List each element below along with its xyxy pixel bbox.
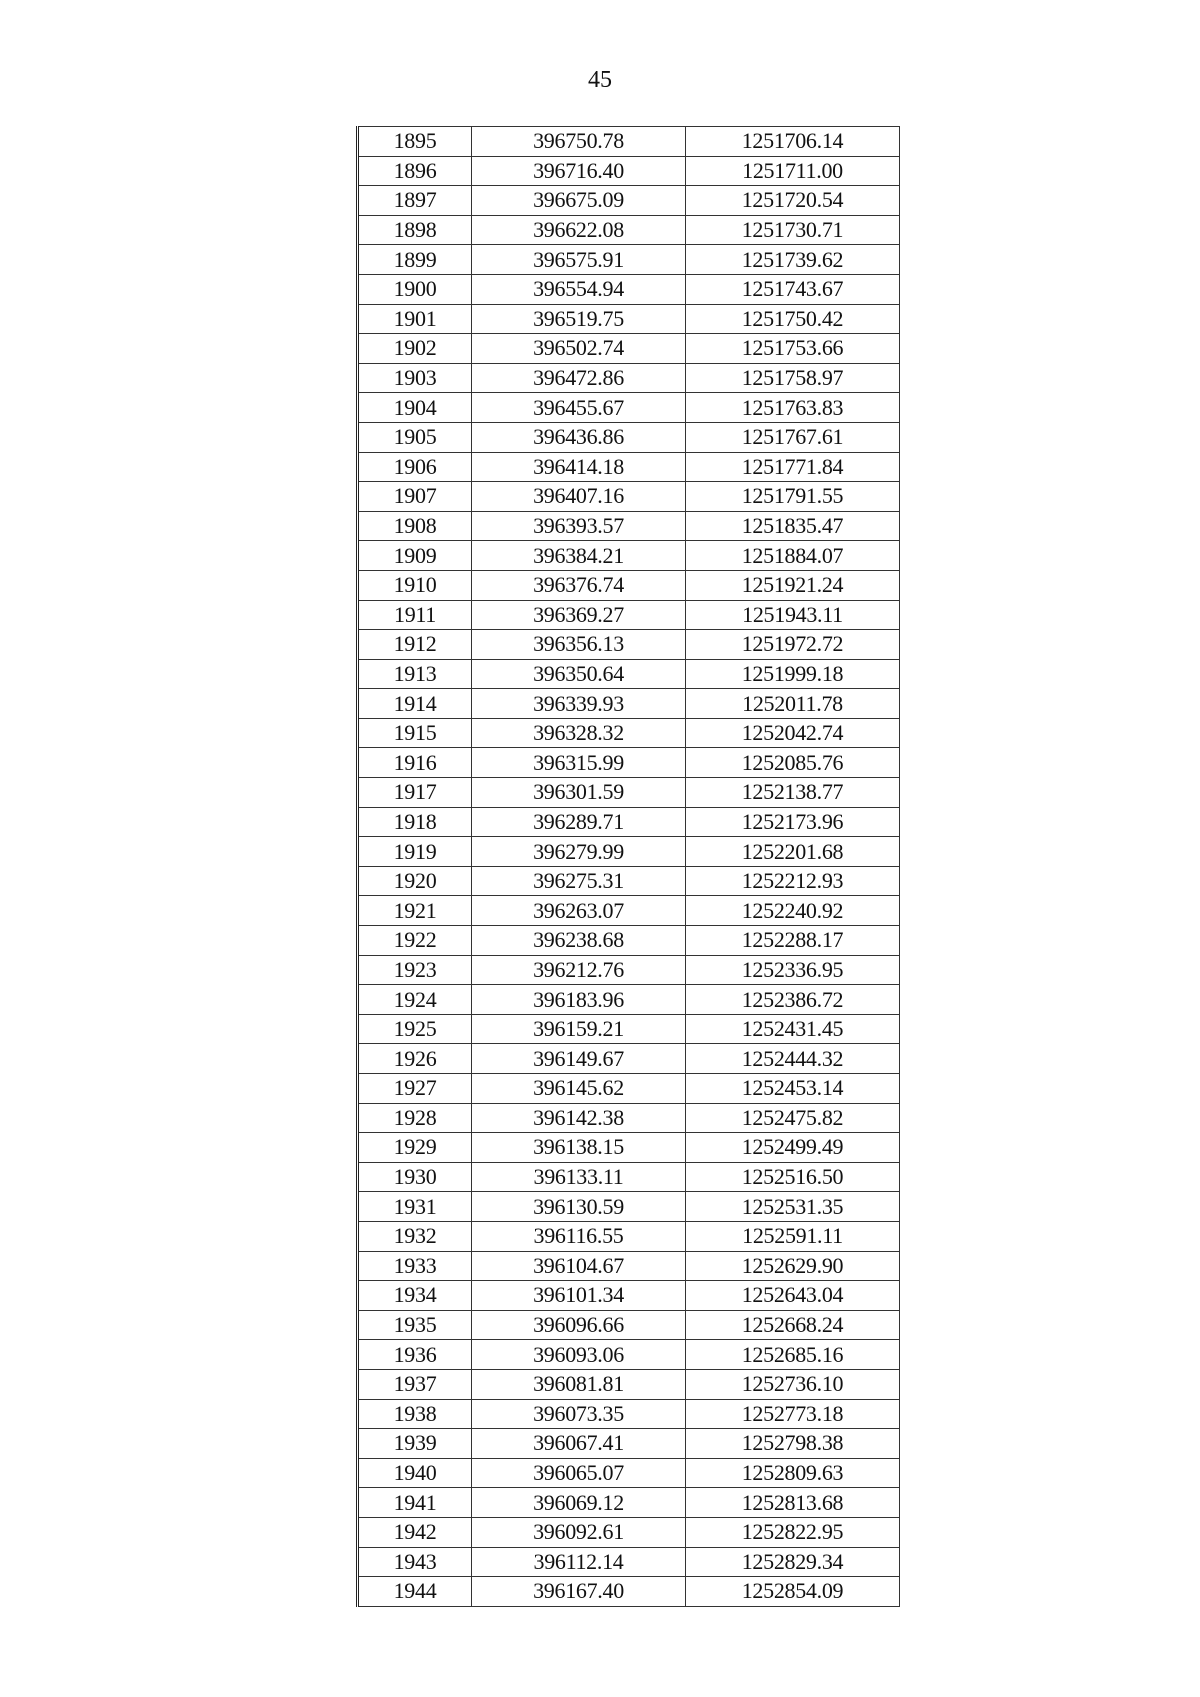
table-row <box>358 659 900 689</box>
x-coordinate-cell: 396301.59 <box>472 778 686 808</box>
x-coordinate-cell: 396101.34 <box>472 1281 686 1311</box>
point-number-cell: 1943 <box>358 1547 472 1577</box>
y-coordinate-cell: 1251972.72 <box>686 630 900 660</box>
x-coordinate-cell: 396554.94 <box>472 274 686 304</box>
point-number-cell: 1896 <box>358 156 472 186</box>
x-coordinate-cell: 396356.13 <box>472 630 686 660</box>
x-coordinate-cell: 396183.96 <box>472 985 686 1015</box>
point-number-cell: 1901 <box>358 304 472 334</box>
table-row <box>358 778 900 808</box>
point-number-cell: 1917 <box>358 778 472 808</box>
point-number-cell: 1905 <box>358 422 472 452</box>
table-row <box>358 304 900 334</box>
point-number-cell: 1935 <box>358 1310 472 1340</box>
y-coordinate-cell: 1252829.34 <box>686 1547 900 1577</box>
table-row <box>358 1458 900 1488</box>
table-row <box>358 1488 900 1518</box>
table-row <box>358 1044 900 1074</box>
point-number-cell: 1900 <box>358 274 472 304</box>
point-number-cell: 1902 <box>358 334 472 364</box>
point-number-cell: 1919 <box>358 837 472 867</box>
table-row <box>358 955 900 985</box>
y-coordinate-cell: 1251767.61 <box>686 422 900 452</box>
x-coordinate-cell: 396339.93 <box>472 689 686 719</box>
y-coordinate-cell: 1252386.72 <box>686 985 900 1015</box>
point-number-cell: 1907 <box>358 482 472 512</box>
table-row <box>358 541 900 571</box>
x-coordinate-cell: 396069.12 <box>472 1488 686 1518</box>
table-row <box>358 718 900 748</box>
x-coordinate-cell: 396716.40 <box>472 156 686 186</box>
y-coordinate-cell: 1252453.14 <box>686 1074 900 1104</box>
point-number-cell: 1923 <box>358 955 472 985</box>
y-coordinate-cell: 1252854.09 <box>686 1577 900 1607</box>
x-coordinate-cell: 396275.31 <box>472 866 686 896</box>
x-coordinate-cell: 396138.15 <box>472 1133 686 1163</box>
table-row <box>358 1103 900 1133</box>
table-row <box>358 926 900 956</box>
point-number-cell: 1932 <box>358 1221 472 1251</box>
y-coordinate-cell: 1252201.68 <box>686 837 900 867</box>
x-coordinate-cell: 396384.21 <box>472 541 686 571</box>
point-number-cell: 1942 <box>358 1517 472 1547</box>
y-coordinate-cell: 1252173.96 <box>686 807 900 837</box>
y-coordinate-cell: 1252668.24 <box>686 1310 900 1340</box>
x-coordinate-cell: 396455.67 <box>472 393 686 423</box>
y-coordinate-cell: 1251711.00 <box>686 156 900 186</box>
point-number-cell: 1938 <box>358 1399 472 1429</box>
point-number-cell: 1915 <box>358 718 472 748</box>
x-coordinate-cell: 396142.38 <box>472 1103 686 1133</box>
y-coordinate-cell: 1251943.11 <box>686 600 900 630</box>
x-coordinate-cell: 396575.91 <box>472 245 686 275</box>
x-coordinate-cell: 396073.35 <box>472 1399 686 1429</box>
y-coordinate-cell: 1251753.66 <box>686 334 900 364</box>
y-coordinate-cell: 1252444.32 <box>686 1044 900 1074</box>
x-coordinate-cell: 396350.64 <box>472 659 686 689</box>
point-number-cell: 1928 <box>358 1103 472 1133</box>
y-coordinate-cell: 1251743.67 <box>686 274 900 304</box>
table-row <box>358 274 900 304</box>
y-coordinate-cell: 1252042.74 <box>686 718 900 748</box>
point-number-cell: 1903 <box>358 363 472 393</box>
point-number-cell: 1941 <box>358 1488 472 1518</box>
x-coordinate-cell: 396067.41 <box>472 1429 686 1459</box>
x-coordinate-cell: 396116.55 <box>472 1221 686 1251</box>
x-coordinate-cell: 396414.18 <box>472 452 686 482</box>
y-coordinate-cell: 1252531.35 <box>686 1192 900 1222</box>
point-number-cell: 1908 <box>358 511 472 541</box>
x-coordinate-cell: 396407.16 <box>472 482 686 512</box>
x-coordinate-cell: 396104.67 <box>472 1251 686 1281</box>
point-number-cell: 1909 <box>358 541 472 571</box>
table-row <box>358 1340 900 1370</box>
point-number-cell: 1924 <box>358 985 472 1015</box>
y-coordinate-cell: 1252212.93 <box>686 866 900 896</box>
x-coordinate-cell: 396167.40 <box>472 1577 686 1607</box>
y-coordinate-cell: 1252336.95 <box>686 955 900 985</box>
y-coordinate-cell: 1252685.16 <box>686 1340 900 1370</box>
x-coordinate-cell: 396675.09 <box>472 186 686 216</box>
table-row <box>358 1577 900 1607</box>
point-number-cell: 1934 <box>358 1281 472 1311</box>
y-coordinate-cell: 1252629.90 <box>686 1251 900 1281</box>
point-number-cell: 1930 <box>358 1162 472 1192</box>
table-row <box>358 1399 900 1429</box>
point-number-cell: 1936 <box>358 1340 472 1370</box>
y-coordinate-cell: 1252085.76 <box>686 748 900 778</box>
table-row <box>358 482 900 512</box>
table-row <box>358 689 900 719</box>
x-coordinate-cell: 396315.99 <box>472 748 686 778</box>
point-number-cell: 1927 <box>358 1074 472 1104</box>
x-coordinate-cell: 396289.71 <box>472 807 686 837</box>
point-number-cell: 1895 <box>358 127 472 157</box>
table-row <box>358 1192 900 1222</box>
x-coordinate-cell: 396376.74 <box>472 570 686 600</box>
y-coordinate-cell: 1251758.97 <box>686 363 900 393</box>
table-row <box>358 866 900 896</box>
y-coordinate-cell: 1252240.92 <box>686 896 900 926</box>
x-coordinate-cell: 396065.07 <box>472 1458 686 1488</box>
y-coordinate-cell: 1251739.62 <box>686 245 900 275</box>
table-row <box>358 1547 900 1577</box>
table-row <box>358 1310 900 1340</box>
y-coordinate-cell: 1252736.10 <box>686 1369 900 1399</box>
table-row <box>358 1517 900 1547</box>
x-coordinate-cell: 396112.14 <box>472 1547 686 1577</box>
point-number-cell: 1925 <box>358 1014 472 1044</box>
point-number-cell: 1937 <box>358 1369 472 1399</box>
y-coordinate-cell: 1251884.07 <box>686 541 900 571</box>
table-row <box>358 1429 900 1459</box>
table-row <box>358 837 900 867</box>
point-number-cell: 1912 <box>358 630 472 660</box>
x-coordinate-cell: 396130.59 <box>472 1192 686 1222</box>
x-coordinate-cell: 396081.81 <box>472 1369 686 1399</box>
x-coordinate-cell: 396263.07 <box>472 896 686 926</box>
coordinates-table-body <box>358 127 900 1607</box>
y-coordinate-cell: 1252643.04 <box>686 1281 900 1311</box>
x-coordinate-cell: 396145.62 <box>472 1074 686 1104</box>
y-coordinate-cell: 1251720.54 <box>686 186 900 216</box>
y-coordinate-cell: 1252822.95 <box>686 1517 900 1547</box>
table-row <box>358 422 900 452</box>
table-row <box>358 630 900 660</box>
point-number-cell: 1911 <box>358 600 472 630</box>
x-coordinate-cell: 396092.61 <box>472 1517 686 1547</box>
x-coordinate-cell: 396093.06 <box>472 1340 686 1370</box>
y-coordinate-cell: 1252138.77 <box>686 778 900 808</box>
point-number-cell: 1933 <box>358 1251 472 1281</box>
point-number-cell: 1940 <box>358 1458 472 1488</box>
y-coordinate-cell: 1251706.14 <box>686 127 900 157</box>
y-coordinate-cell: 1252499.49 <box>686 1133 900 1163</box>
point-number-cell: 1897 <box>358 186 472 216</box>
table-row <box>358 570 900 600</box>
table-row <box>358 1133 900 1163</box>
table-row <box>358 452 900 482</box>
y-coordinate-cell: 1252809.63 <box>686 1458 900 1488</box>
x-coordinate-cell: 396328.32 <box>472 718 686 748</box>
table-row <box>358 393 900 423</box>
table-row <box>358 600 900 630</box>
x-coordinate-cell: 396159.21 <box>472 1014 686 1044</box>
y-coordinate-cell: 1251791.55 <box>686 482 900 512</box>
y-coordinate-cell: 1251763.83 <box>686 393 900 423</box>
page-number: 45 <box>588 67 612 93</box>
x-coordinate-cell: 396472.86 <box>472 363 686 393</box>
point-number-cell: 1910 <box>358 570 472 600</box>
x-coordinate-cell: 396750.78 <box>472 127 686 157</box>
table-row <box>358 985 900 1015</box>
table-row <box>358 1251 900 1281</box>
x-coordinate-cell: 396212.76 <box>472 955 686 985</box>
x-coordinate-cell: 396279.99 <box>472 837 686 867</box>
table-row <box>358 748 900 778</box>
x-coordinate-cell: 396149.67 <box>472 1044 686 1074</box>
point-number-cell: 1921 <box>358 896 472 926</box>
x-coordinate-cell: 396369.27 <box>472 600 686 630</box>
point-number-cell: 1906 <box>358 452 472 482</box>
x-coordinate-cell: 396238.68 <box>472 926 686 956</box>
table-row <box>358 1369 900 1399</box>
y-coordinate-cell: 1251730.71 <box>686 215 900 245</box>
table-row <box>358 807 900 837</box>
point-number-cell: 1929 <box>358 1133 472 1163</box>
table-row <box>358 186 900 216</box>
y-coordinate-cell: 1251921.24 <box>686 570 900 600</box>
table-row <box>358 1014 900 1044</box>
point-number-cell: 1926 <box>358 1044 472 1074</box>
x-coordinate-cell: 396133.11 <box>472 1162 686 1192</box>
point-number-cell: 1899 <box>358 245 472 275</box>
table-row <box>358 215 900 245</box>
x-coordinate-cell: 396393.57 <box>472 511 686 541</box>
point-number-cell: 1913 <box>358 659 472 689</box>
y-coordinate-cell: 1252431.45 <box>686 1014 900 1044</box>
point-number-cell: 1922 <box>358 926 472 956</box>
x-coordinate-cell: 396436.86 <box>472 422 686 452</box>
point-number-cell: 1914 <box>358 689 472 719</box>
point-number-cell: 1939 <box>358 1429 472 1459</box>
y-coordinate-cell: 1252813.68 <box>686 1488 900 1518</box>
y-coordinate-cell: 1252516.50 <box>686 1162 900 1192</box>
y-coordinate-cell: 1252773.18 <box>686 1399 900 1429</box>
table-row <box>358 896 900 926</box>
x-coordinate-cell: 396502.74 <box>472 334 686 364</box>
y-coordinate-cell: 1252475.82 <box>686 1103 900 1133</box>
coordinates-table <box>356 126 900 1607</box>
table-row <box>358 363 900 393</box>
table-row <box>358 1281 900 1311</box>
x-coordinate-cell: 396096.66 <box>472 1310 686 1340</box>
point-number-cell: 1918 <box>358 807 472 837</box>
y-coordinate-cell: 1251999.18 <box>686 659 900 689</box>
point-number-cell: 1931 <box>358 1192 472 1222</box>
y-coordinate-cell: 1252011.78 <box>686 689 900 719</box>
y-coordinate-cell: 1252798.38 <box>686 1429 900 1459</box>
table-row <box>358 1162 900 1192</box>
point-number-cell: 1904 <box>358 393 472 423</box>
point-number-cell: 1944 <box>358 1577 472 1607</box>
point-number-cell: 1898 <box>358 215 472 245</box>
x-coordinate-cell: 396622.08 <box>472 215 686 245</box>
table-row <box>358 1221 900 1251</box>
point-number-cell: 1920 <box>358 866 472 896</box>
y-coordinate-cell: 1251750.42 <box>686 304 900 334</box>
table-row <box>358 156 900 186</box>
table-row <box>358 511 900 541</box>
table-row <box>358 1074 900 1104</box>
x-coordinate-cell: 396519.75 <box>472 304 686 334</box>
table-row <box>358 334 900 364</box>
y-coordinate-cell: 1252288.17 <box>686 926 900 956</box>
y-coordinate-cell: 1251835.47 <box>686 511 900 541</box>
table-row <box>358 127 900 157</box>
y-coordinate-cell: 1251771.84 <box>686 452 900 482</box>
y-coordinate-cell: 1252591.11 <box>686 1221 900 1251</box>
table-row <box>358 245 900 275</box>
point-number-cell: 1916 <box>358 748 472 778</box>
